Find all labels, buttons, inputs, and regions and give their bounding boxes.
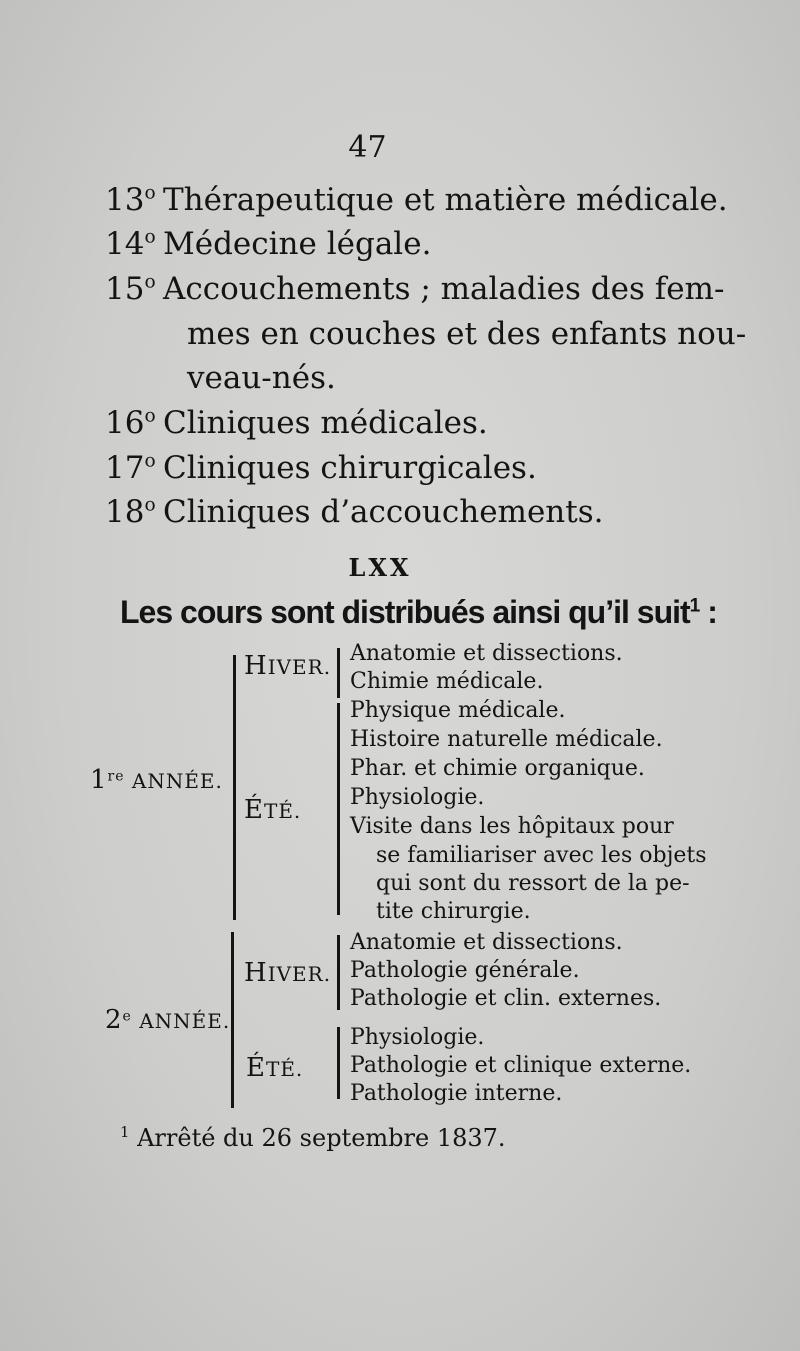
section-heading: LXX [348,553,412,582]
footnote: $^1$ Arrêté du 26 septembre 1837. [120,1123,506,1152]
course-line: Physiologie. [350,785,485,810]
page-number: 47 [348,130,387,165]
year-2-winter-label: HIVER. [244,958,332,988]
course-line: se familiariser avec les objets [376,843,707,868]
course-line: Pathologie et clin. externes. [350,986,662,1011]
year-2-winter-brace [337,935,340,1010]
list-item: 15$^o$ Accouchements ; maladies des fem- [105,271,725,307]
course-line: Pathologie et clinique externe. [350,1053,692,1078]
year-1-summer-brace [337,703,340,915]
course-line: Pathologie interne. [350,1081,563,1106]
year-2-summer-brace [337,1027,340,1099]
course-line: Chimie médicale. [350,669,544,694]
year-2-summer-label: ÉTÉ. [246,1053,304,1083]
course-line: Visite dans les hôpitaux pour [350,814,674,839]
course-line: Histoire naturelle médicale. [350,727,663,752]
year-1-winter-brace [337,648,340,698]
course-line: Anatomie et dissections. [350,930,623,955]
list-item-continuation: veau-nés. [187,360,336,396]
list-item: 13$^o$ Thérapeutique et matière médicale. [105,182,728,218]
year-1-label: 1re ANNÉE. [90,765,223,795]
course-line: Phar. et chimie organique. [350,756,645,781]
list-item: 14$^o$ Médecine légale. [105,226,432,262]
year-2-bracket [231,932,234,1108]
year-2-label: 2e ANNÉE. [105,1005,231,1035]
course-line: Physique médicale. [350,698,566,723]
course-line: Physiologie. [350,1025,485,1050]
list-item-continuation: mes en couches et des enfants nou- [187,316,747,352]
course-line: Pathologie générale. [350,958,580,983]
course-line: Anatomie et dissections. [350,641,623,666]
course-line: qui sont du ressort de la pe- [376,871,690,896]
list-item: 16$^o$ Cliniques médicales. [105,405,488,441]
footnote-ref: 1 [689,595,700,617]
course-line: tite chirurgie. [376,899,531,924]
year-1-winter-label: HIVER. [244,651,332,681]
intro-sentence: Les cours sont distribués ainsi qu’il suit$^1$ : [120,594,717,630]
year-1-bracket [233,655,236,920]
year-1-summer-label: ÉTÉ. [244,795,302,825]
list-item: 17$^o$ Cliniques chirurgicales. [105,450,537,486]
list-item: 18$^o$ Cliniques d’accouchements. [105,494,604,530]
